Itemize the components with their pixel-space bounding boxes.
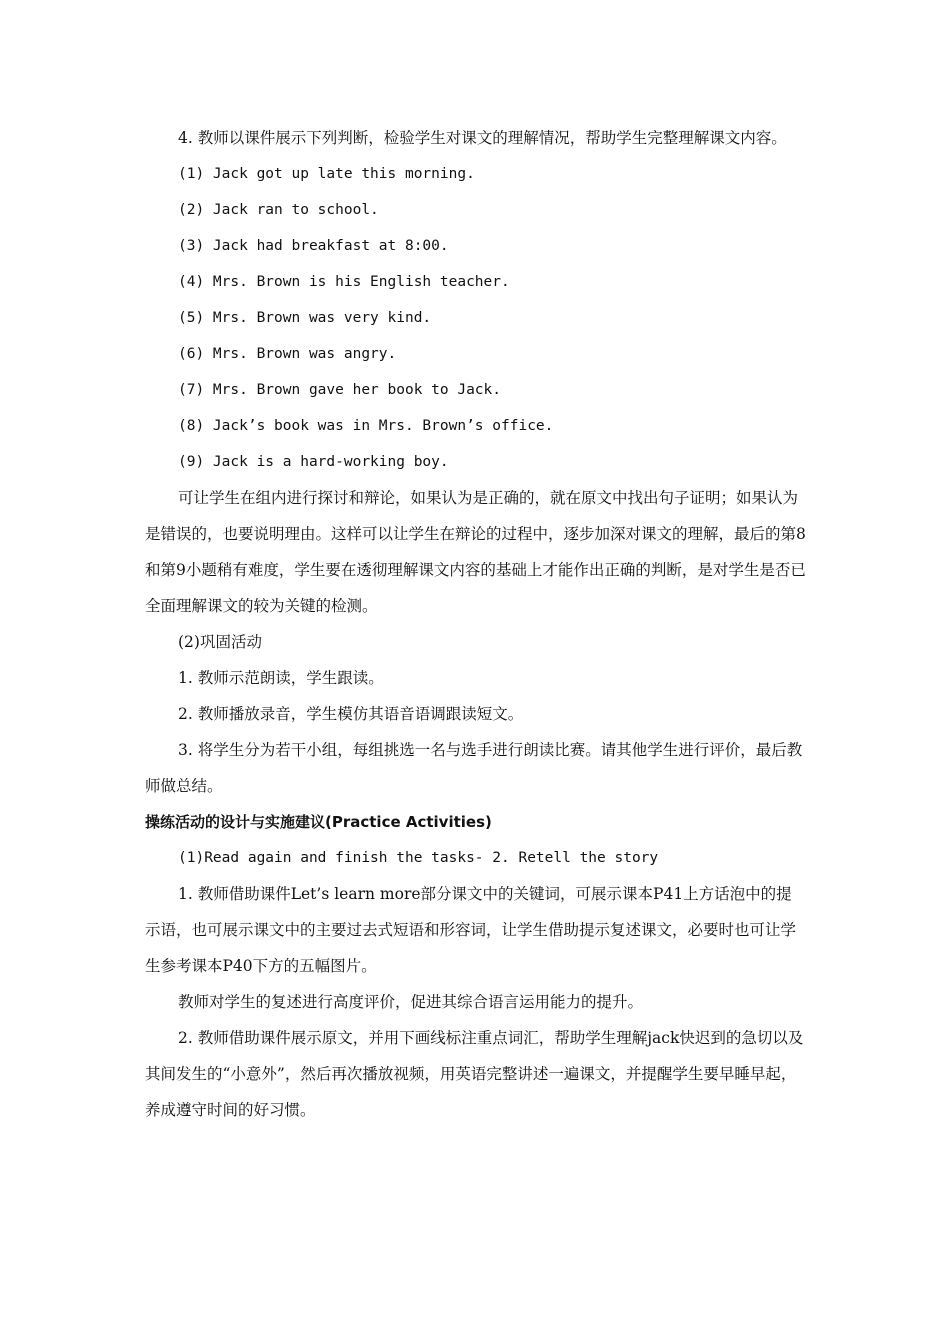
- judgment-item-8: (8) Jack’s book was in Mrs. Brown’s office.: [178, 418, 554, 434]
- judgment-item-3: (3) Jack had breakfast at 8:00.: [178, 238, 449, 254]
- judgment-item-1: (1) Jack got up late this morning.: [178, 166, 475, 182]
- judgment-item-5: (5) Mrs. Brown was very kind.: [178, 310, 432, 326]
- consolidation-step-2: 2. 教师播放录音，学生模仿其语音语调跟读短文。: [178, 705, 524, 723]
- judgment-item-7: (7) Mrs. Brown gave her book to Jack.: [178, 382, 502, 398]
- subheading-retell: (1)Read again and finish the tasks- 2. Retell the story: [178, 850, 659, 866]
- paragraph-step4: 4. 教师以课件展示下列判断，检验学生对课文的理解情况，帮助学生完整理解课文内容。: [178, 129, 787, 147]
- paragraph-discussion: 可让学生在组内进行探讨和辩论，如果认为是正确的，就在原文中找出句子证明；如果认为是错误的，也要说明理由。这样可以让学生在辩论的过程中，逐步加深对课文的理解，最后的第8和第9小题稍有难度，学生要在透彻理解课文内容的基础上才能作出正确的判断，是对学生是否已全面理解课文的较为关键的检测。: [145, 489, 806, 615]
- practice-evaluation: 教师对学生的复述进行高度评价，促进其综合语言运用能力的提升。: [178, 993, 644, 1011]
- section-heading-practice: 操练活动的设计与实施建议(Practice Activities): [145, 813, 492, 831]
- practice-step-2: 2. 教师借助课件展示原文，并用下画线标注重点词汇，帮助学生理解jack快迟到的急切以及其间发生的“小意外”，然后再次播放视频，用英语完整讲述一遍课文，并提醒学生要早睡早起，养成遵守时间的好习惯。: [145, 1029, 804, 1119]
- document-body: [145, 120, 807, 1128]
- subheading-consolidation: (2)巩固活动: [178, 633, 262, 651]
- judgment-item-2: (2) Jack ran to school.: [178, 202, 379, 218]
- practice-step-1: 1. 教师借助课件Let’s learn more部分课文中的关键词，可展示课本P41上方话泡中的提示语，也可展示课文中的主要过去式短语和形容词，让学生借助提示复述课文，必要时也可让学生参考课本P40下方的五幅图片。: [145, 885, 797, 975]
- judgment-item-4: (4) Mrs. Brown is his English teacher.: [178, 274, 510, 290]
- consolidation-step-3: 3. 将学生分为若干小组，每组挑选一名与选手进行朗读比赛。请其他学生进行评价，最后教师做总结。: [145, 741, 803, 795]
- judgment-item-9: (9) Jack is a hard-working boy.: [178, 454, 449, 470]
- consolidation-step-1: 1. 教师示范朗读，学生跟读。: [178, 669, 384, 687]
- judgment-item-6: (6) Mrs. Brown was angry.: [178, 346, 397, 362]
